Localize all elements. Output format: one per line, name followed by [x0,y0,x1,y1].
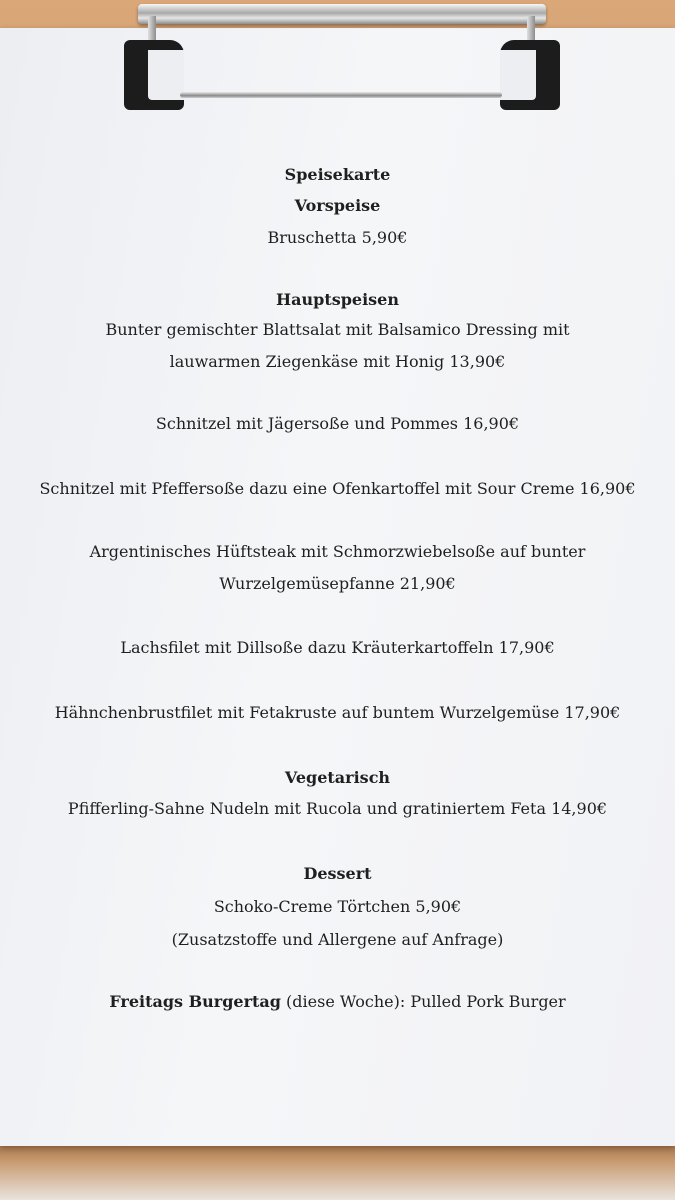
menu-title: Speisekarte [284,165,391,184]
menu-item: Bruschetta 5,90€ [267,228,408,247]
clip-foot-right [500,40,560,110]
section-heading-vegetarian: Vegetarisch [284,768,391,787]
clip-wire [180,92,502,98]
allergen-note: (Zusatzstoffe und Allergene auf Anfrage) [171,930,504,949]
menu-item: Schoko-Creme Törtchen 5,90€ [213,897,462,916]
section-heading-mains: Hauptspeisen [276,290,399,309]
menu-item: Schnitzel mit Jägersoße und Pommes 16,90€ [155,414,520,433]
burger-day-label: Freitags Burgertag [109,992,281,1011]
section-heading-starter: Vorspeise [294,196,381,215]
menu-item: Bunter gemischter Blattsalat mit Balsamico Dressing mit [105,320,570,339]
clip-bar [138,4,546,24]
menu-item: Schnitzel mit Pfeffersoße dazu eine Ofenkartoffel mit Sour Creme 16,90€ [39,479,636,498]
menu-item: Pfifferling-Sahne Nudeln mit Rucola und gratiniertem Feta 14,90€ [67,799,608,818]
burger-day-text: (diese Woche): Pulled Pork Burger [280,992,566,1011]
menu-item: Wurzelgemüsepfanne 21,90€ [219,574,456,593]
section-heading-dessert: Dessert [303,864,372,883]
burger-day-line [0,992,675,1012]
menu-item: Lachsfilet mit Dillsoße dazu Kräuterkartoffeln 17,90€ [120,638,555,657]
menu-item: Hähnchenbrustfilet mit Fetakruste auf buntem Wurzelgemüse 17,90€ [54,703,621,722]
clipboard-bottom-edge [0,1140,675,1200]
clip-foot-left [124,40,184,110]
menu-item: lauwarmen Ziegenkäse mit Honig 13,90€ [169,352,506,371]
menu-item: Argentinisches Hüftsteak mit Schmorzwiebelsoße auf bunter [89,542,586,561]
